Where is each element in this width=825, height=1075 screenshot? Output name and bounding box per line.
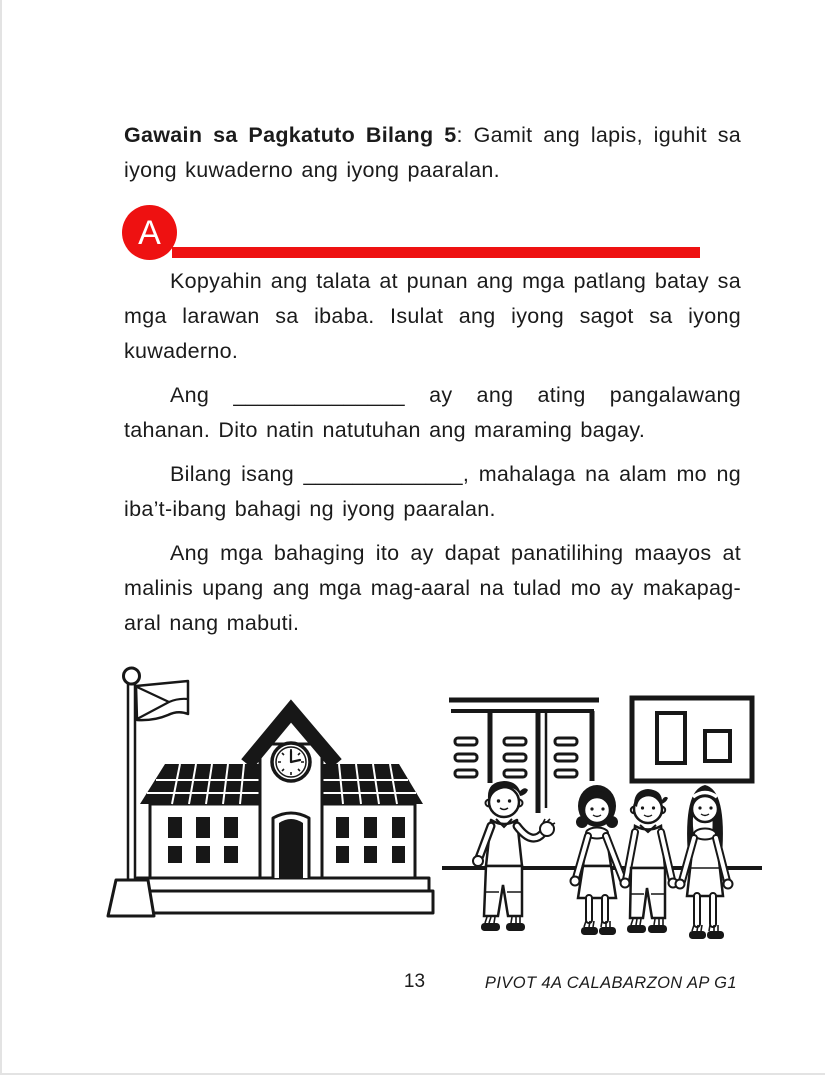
page-number: 13 [403,971,426,992]
clock-icon [272,743,310,781]
paragraph-closing: Ang mga bahaging ito ay dapat panatilihing maayos at malinis upang ang mga mag-aaral na tulad mo ay makapag-aral nang mabuti. [124,541,741,635]
section-letter-badge: A [122,205,177,260]
activity-heading-bold: Gawain sa Pagkatuto Bilang 5 [124,122,457,147]
locker-vents [455,738,577,777]
paragraph-fill-blank-2: Bilang isang _____________, mahalaga na alam mo ng iba’t-ibang bahagi ng iyong paaralan. [124,462,741,521]
footer-source-label: PIVOT 4A CALABARZON AP G1 [484,974,737,992]
school-building-illustration [90,658,435,943]
boy-holding-hands [621,789,678,933]
body-text [124,264,741,650]
activity-heading [124,118,741,188]
students-scene-group [442,698,762,939]
paragraph-fill-blank-1: Ang ______________ ay ang ating pangalawang tahanan. Dito natin natutuhan ang maraming bagay. [124,383,741,442]
figures-row [90,658,770,963]
paragraph-intro: Kopyahin ang talata at punan ang mga patlang batay sa mga larawan sa ibaba. Isulat ang iyong sagot sa iyong kuwaderno. [124,269,741,363]
girl-long-hair [676,785,733,939]
section-marker [122,205,700,261]
activity-heading-instruction: : Gamit ang lapis, iguhit sa iyong kuwaderno ang iyong paaralan. [124,122,742,182]
boy-waving [473,781,555,931]
girl-curly-hair [571,785,624,935]
students-illustration [442,678,762,958]
section-rule [172,247,700,258]
school-building-group [108,668,433,916]
